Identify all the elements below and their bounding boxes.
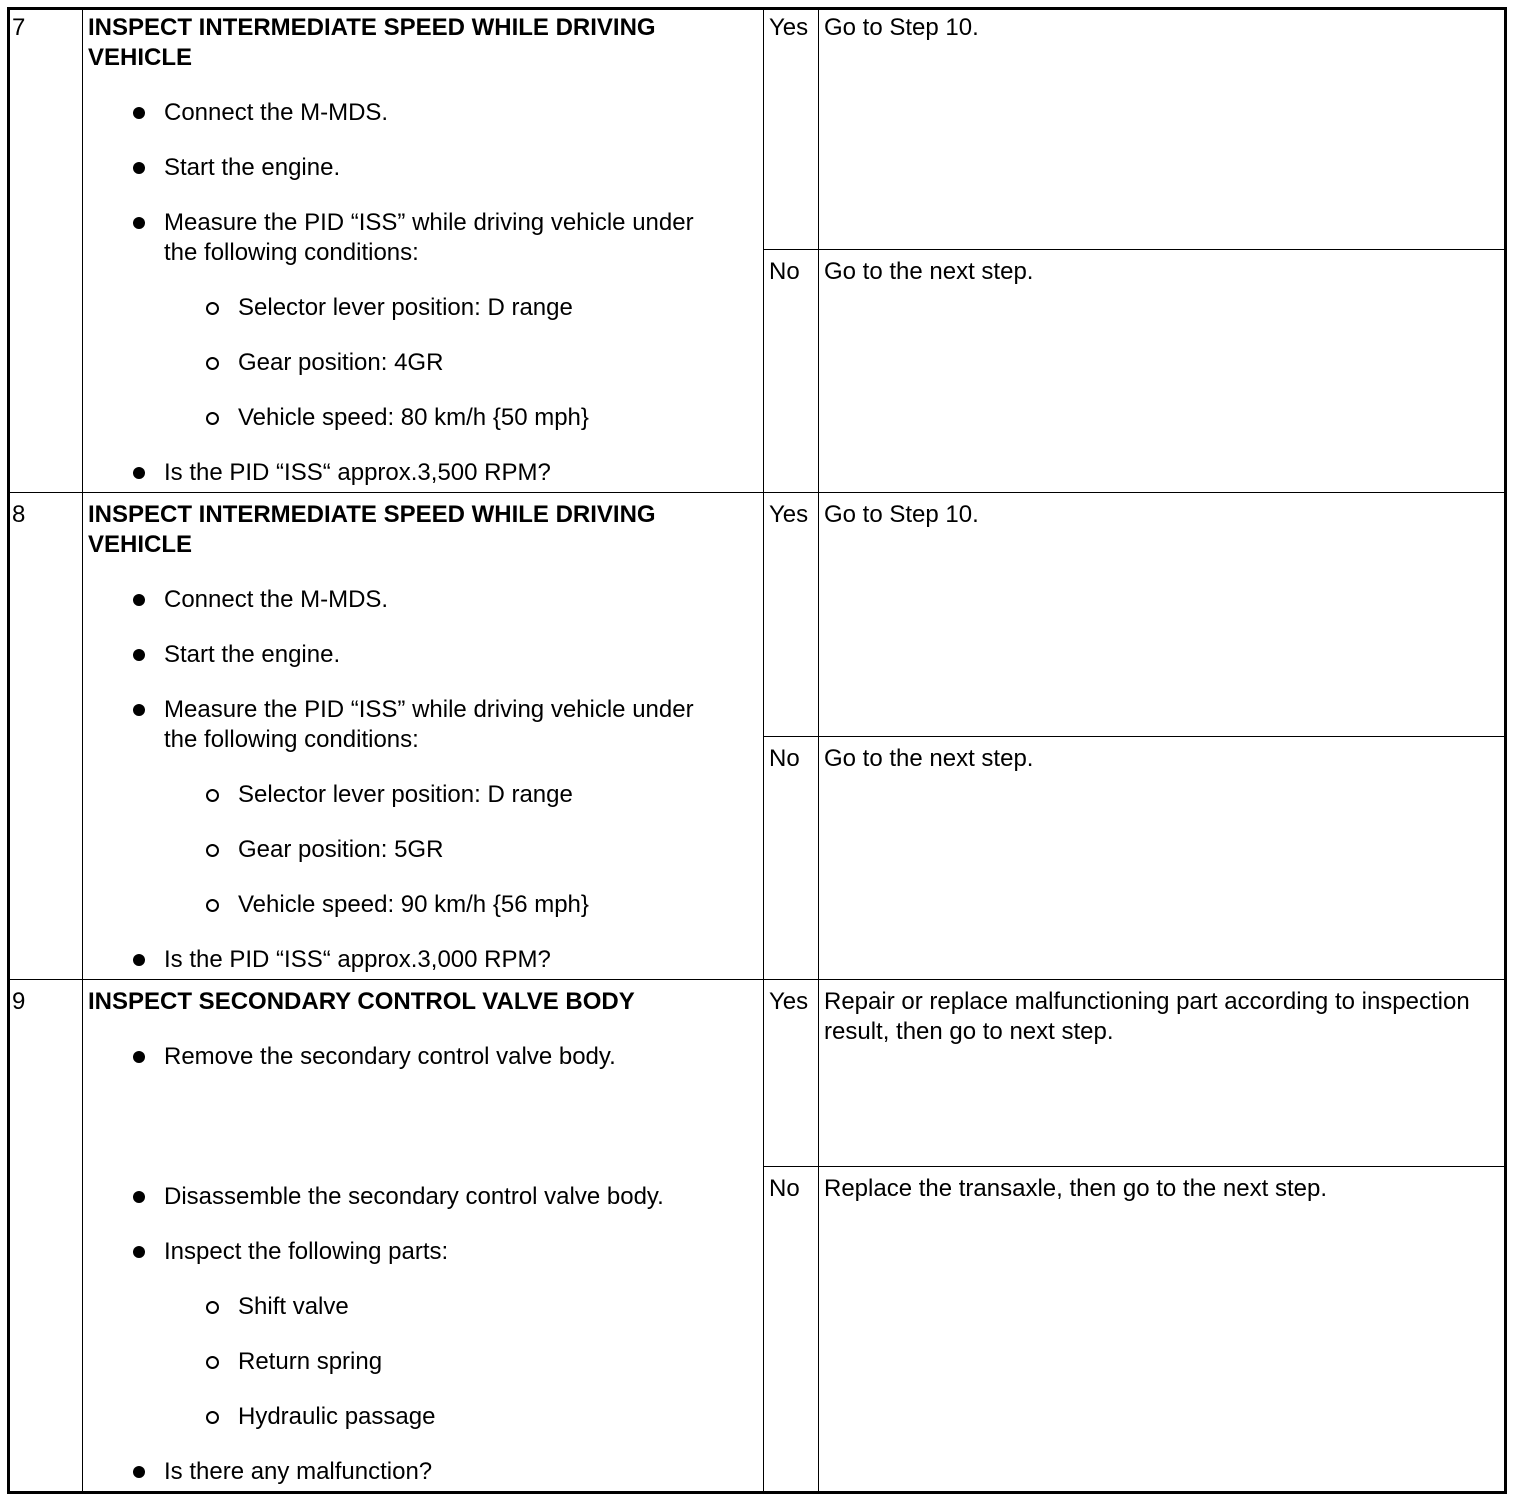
step-number: 8	[12, 501, 26, 528]
step-number: 9	[12, 988, 26, 1015]
bullet-icon	[133, 594, 145, 606]
instruction-item: Remove the secondary control valve body.	[164, 1043, 616, 1070]
bullet-icon	[133, 107, 145, 119]
yes-label: Yes	[769, 14, 809, 41]
step-title: VEHICLE	[88, 44, 193, 71]
step-number: 7	[12, 14, 26, 41]
instruction-item: Disassemble the secondary control valve body.	[164, 1183, 664, 1210]
instruction-item: Start the engine.	[164, 641, 341, 668]
inspection-part: Return spring	[238, 1348, 383, 1375]
step-title: INSPECT SECONDARY CONTROL VALVE BODY	[88, 988, 635, 1015]
sub-bullet-icon	[206, 789, 219, 802]
yes-no-divider	[763, 249, 1506, 250]
instruction-item: Connect the M-MDS.	[164, 586, 389, 613]
instruction-question: Is the PID “ISS“ approx.3,000 RPM?	[164, 946, 551, 973]
sub-bullet-icon	[206, 412, 219, 425]
condition-item: Selector lever position: D range	[238, 294, 573, 321]
sub-bullet-icon	[206, 302, 219, 315]
yes-label: Yes	[769, 501, 809, 528]
sub-bullet-icon	[206, 899, 219, 912]
condition-item: Vehicle speed: 90 km/h {56 mph}	[238, 891, 589, 918]
yes-action: result, then go to next step.	[824, 1018, 1114, 1045]
bullet-icon	[133, 162, 145, 174]
bullet-icon	[133, 1466, 145, 1478]
no-label: No	[769, 745, 800, 772]
bullet-icon	[133, 1191, 145, 1203]
yes-label: Yes	[769, 988, 809, 1015]
column-divider	[763, 8, 764, 1493]
bullet-icon	[133, 1246, 145, 1258]
yes-action: Repair or replace malfunctioning part according to inspection	[824, 988, 1470, 1015]
no-action: Replace the transaxle, then go to the next step.	[824, 1175, 1327, 1202]
sub-bullet-icon	[206, 1411, 219, 1424]
yes-no-divider	[763, 1166, 1506, 1167]
sub-bullet-icon	[206, 844, 219, 857]
instruction-item: Connect the M-MDS.	[164, 99, 389, 126]
row-divider	[8, 979, 1506, 980]
instruction-item: Measure the PID “ISS” while driving vehicle under	[164, 696, 694, 723]
step-title: INSPECT INTERMEDIATE SPEED WHILE DRIVING	[88, 14, 656, 41]
inspection-part: Shift valve	[238, 1293, 349, 1320]
bullet-icon	[133, 1051, 145, 1063]
sub-bullet-icon	[206, 1301, 219, 1314]
yes-action: Go to Step 10.	[824, 14, 979, 41]
condition-item: Gear position: 4GR	[238, 349, 444, 376]
bullet-icon	[133, 704, 145, 716]
yes-action: Go to Step 10.	[824, 501, 979, 528]
instruction-question: Is the PID “ISS“ approx.3,500 RPM?	[164, 459, 551, 486]
no-label: No	[769, 1175, 800, 1202]
row-divider	[8, 492, 1506, 493]
bullet-icon	[133, 217, 145, 229]
inspection-part: Hydraulic passage	[238, 1403, 436, 1430]
step-title: INSPECT INTERMEDIATE SPEED WHILE DRIVING	[88, 501, 656, 528]
column-divider	[82, 8, 83, 1493]
bullet-icon	[133, 954, 145, 966]
bullet-icon	[133, 649, 145, 661]
bullet-icon	[133, 467, 145, 479]
no-action: Go to the next step.	[824, 258, 1034, 285]
instruction-item: Measure the PID “ISS” while driving vehicle under	[164, 209, 694, 236]
no-action: Go to the next step.	[824, 745, 1034, 772]
step-title: VEHICLE	[88, 531, 193, 558]
column-divider	[818, 8, 819, 1493]
instruction-item: Inspect the following parts:	[164, 1238, 449, 1265]
sub-bullet-icon	[206, 1356, 219, 1369]
instruction-item: Start the engine.	[164, 154, 341, 181]
sub-bullet-icon	[206, 357, 219, 370]
instruction-question: Is there any malfunction?	[164, 1458, 433, 1485]
condition-item: Vehicle speed: 80 km/h {50 mph}	[238, 404, 589, 431]
no-label: No	[769, 258, 800, 285]
instruction-item: the following conditions:	[164, 239, 419, 266]
instruction-item: the following conditions:	[164, 726, 419, 753]
condition-item: Gear position: 5GR	[238, 836, 444, 863]
yes-no-divider	[763, 736, 1506, 737]
condition-item: Selector lever position: D range	[238, 781, 573, 808]
